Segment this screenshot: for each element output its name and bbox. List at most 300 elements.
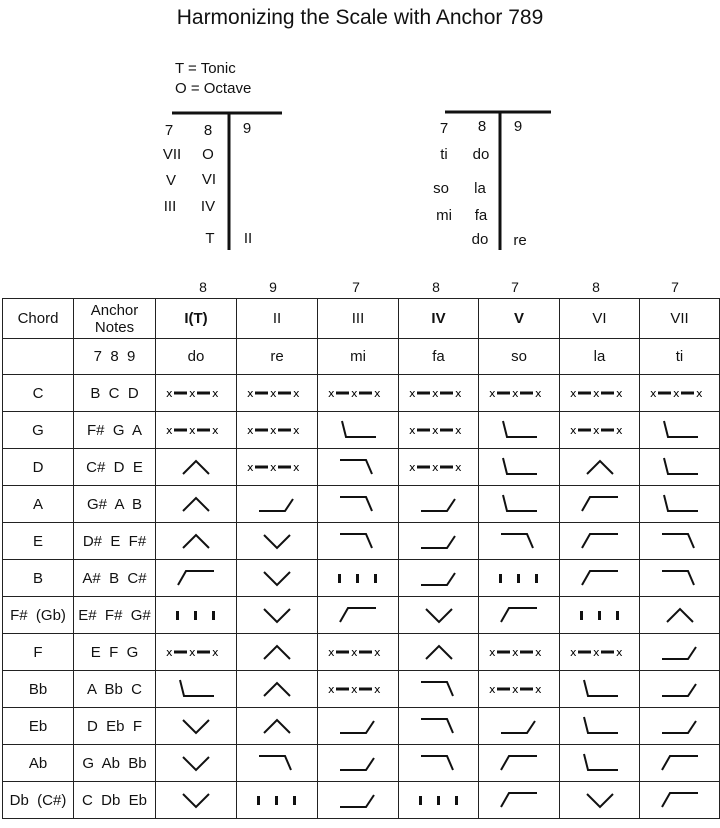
mark-cell: [318, 634, 399, 671]
degree-header: VI: [560, 299, 640, 339]
drop-line-icon: [560, 678, 639, 700]
svg-text:x: x: [535, 646, 542, 659]
mark-cell: [560, 634, 640, 671]
rise-line-icon: [479, 752, 559, 774]
drop-line-icon: [560, 752, 639, 774]
x-dash-icon: [560, 386, 639, 400]
svg-text:x: x: [166, 387, 173, 400]
left-header-9: 9: [242, 120, 252, 137]
peak-icon: [399, 641, 478, 663]
mark-cell: [237, 745, 318, 782]
svg-text:x: x: [695, 387, 703, 400]
svg-text:x: x: [615, 424, 623, 437]
x-dash-icon: [640, 386, 719, 400]
svg-text:x: x: [454, 424, 462, 437]
rise-line-icon: [479, 604, 559, 626]
table-row: [3, 449, 720, 486]
mark-cell: [479, 782, 560, 819]
svg-text:x: x: [212, 646, 219, 659]
step-up-icon: [640, 678, 719, 700]
chord-cell: C: [3, 375, 74, 412]
solfege-header: mi: [318, 339, 399, 375]
mark-cell: [237, 634, 318, 671]
mark-cell: [318, 375, 399, 412]
step-up-icon: [640, 715, 719, 737]
svg-text:x: x: [615, 646, 623, 659]
left-cell: VII: [162, 146, 182, 163]
svg-text:x: x: [166, 646, 173, 659]
svg-text:x: x: [293, 461, 300, 474]
mark-cell: [399, 486, 479, 523]
mark-cell: [399, 449, 479, 486]
mark-cell: [560, 523, 640, 560]
table-row: [3, 523, 720, 560]
anchor-number: 8: [592, 279, 600, 295]
mark-cell: [399, 634, 479, 671]
anchor-notes-cell: F# G A: [74, 412, 156, 449]
mark-cell: [156, 597, 237, 634]
anchor-number: 8: [432, 279, 440, 295]
step-down-icon: [479, 530, 559, 552]
svg-text:x: x: [189, 646, 196, 659]
table-row: [3, 671, 720, 708]
mark-cell: [237, 560, 318, 597]
svg-text:x: x: [270, 424, 277, 437]
svg-text:x: x: [672, 387, 680, 400]
x-dash-icon: [399, 423, 478, 437]
svg-text:x: x: [408, 461, 416, 474]
mark-cell: [560, 782, 640, 819]
solfege-header-row: [3, 339, 720, 375]
table-row: [3, 375, 720, 412]
svg-text:x: x: [592, 387, 600, 400]
x-dash-icon: [237, 460, 317, 474]
legend-octave: O = Octave: [175, 80, 252, 97]
valley-icon: [237, 604, 317, 626]
step-up-icon: [318, 789, 398, 811]
peak-icon: [237, 678, 317, 700]
step-down-icon: [640, 530, 719, 552]
step-down-icon: [318, 493, 398, 515]
solfege-header: ti: [640, 339, 720, 375]
right-header-8: 8: [477, 118, 487, 135]
x-dash-icon: [156, 386, 236, 400]
table-row: [3, 634, 720, 671]
svg-text:x: x: [247, 387, 254, 400]
left-cell: II: [243, 230, 253, 247]
mark-cell: [399, 523, 479, 560]
mark-cell: [156, 449, 237, 486]
left-header-7: 7: [164, 122, 174, 139]
rise-line-icon: [479, 789, 559, 811]
left-header-8: 8: [203, 122, 213, 139]
left-t-chart-lines: [0, 0, 720, 260]
mark-cell: [479, 560, 560, 597]
mark-cell: [318, 782, 399, 819]
mark-cell: [560, 412, 640, 449]
mark-cell: [640, 375, 720, 412]
degree-header-row: [3, 299, 720, 339]
peak-icon: [640, 604, 719, 626]
step-up-icon: [399, 530, 478, 552]
chord-rows: [3, 375, 720, 819]
svg-text:x: x: [431, 461, 439, 474]
anchor-notes-cell: E# F# G#: [74, 597, 156, 634]
degree-header: IV: [399, 299, 479, 339]
left-cell: O: [202, 146, 214, 163]
mark-cell: [560, 708, 640, 745]
solfege-header: la: [560, 339, 640, 375]
right-cell: re: [513, 232, 527, 249]
svg-text:x: x: [512, 387, 519, 400]
svg-text:x: x: [293, 387, 300, 400]
mark-cell: [479, 708, 560, 745]
table-row: [3, 708, 720, 745]
rise-line-icon: [156, 567, 236, 589]
mark-cell: [640, 671, 720, 708]
mark-cell: [640, 449, 720, 486]
mark-cell: [560, 449, 640, 486]
mark-cell: [399, 560, 479, 597]
step-down-icon: [399, 715, 478, 737]
mark-cell: [237, 412, 318, 449]
svg-text:x: x: [212, 424, 219, 437]
chord-cell: A: [3, 486, 74, 523]
mark-cell: [156, 745, 237, 782]
mark-cell: [156, 523, 237, 560]
mark-cell: [640, 782, 720, 819]
mark-cell: [399, 708, 479, 745]
step-up-icon: [318, 715, 398, 737]
mark-cell: [560, 375, 640, 412]
svg-text:x: x: [649, 387, 657, 400]
valley-icon: [560, 789, 639, 811]
peak-icon: [156, 530, 236, 552]
drop-line-icon: [640, 493, 719, 515]
left-cell: IV: [200, 198, 216, 215]
anchor-notes-cell: A# B C#: [74, 560, 156, 597]
chord-cell: D: [3, 449, 74, 486]
mark-cell: [640, 745, 720, 782]
right-header-7: 7: [439, 120, 449, 137]
chord-cell: Bb: [3, 671, 74, 708]
anchor-number: 7: [671, 279, 679, 295]
mark-cell: [318, 523, 399, 560]
mark-cell: [237, 375, 318, 412]
svg-text:x: x: [535, 387, 542, 400]
peak-icon: [560, 456, 639, 478]
step-up-icon: [640, 641, 719, 663]
svg-text:x: x: [374, 683, 381, 696]
mark-cell: [318, 671, 399, 708]
valley-icon: [156, 752, 236, 774]
mark-cell: [156, 671, 237, 708]
chord-header: Chord: [3, 299, 74, 339]
step-down-icon: [318, 530, 398, 552]
mark-cell: [560, 745, 640, 782]
mark-cell: [237, 597, 318, 634]
mark-cell: [560, 597, 640, 634]
mark-cell: [640, 634, 720, 671]
right-cell: la: [474, 180, 486, 197]
table-row: [3, 412, 720, 449]
step-up-icon: [399, 493, 478, 515]
peak-icon: [237, 715, 317, 737]
mark-cell: [560, 671, 640, 708]
svg-text:x: x: [328, 387, 335, 400]
mark-cell: [156, 782, 237, 819]
mark-cell: [640, 597, 720, 634]
solfege-header: fa: [399, 339, 479, 375]
svg-text:x: x: [592, 646, 600, 659]
svg-text:x: x: [408, 387, 416, 400]
empty-cell: [3, 339, 74, 375]
svg-text:x: x: [351, 646, 358, 659]
anchor-notes-cell: D# E F#: [74, 523, 156, 560]
x-dash-icon: [560, 423, 639, 437]
drop-line-icon: [640, 456, 719, 478]
legend-tonic: T = Tonic: [175, 60, 236, 77]
svg-text:x: x: [454, 387, 462, 400]
mark-cell: [479, 449, 560, 486]
svg-text:x: x: [166, 424, 173, 437]
degree-header: I(T): [156, 299, 237, 339]
solfege-header: re: [237, 339, 318, 375]
anchor-notes-cell: E F G: [74, 634, 156, 671]
anchor-notes-cell: C Db Eb: [74, 782, 156, 819]
rise-line-icon: [560, 567, 639, 589]
mark-cell: [156, 708, 237, 745]
mark-cell: [399, 375, 479, 412]
mark-cell: [237, 782, 318, 819]
right-cell: ti: [440, 146, 448, 163]
x-dash-icon: [237, 423, 317, 437]
drop-line-icon: [640, 419, 719, 441]
degree-header: III: [318, 299, 399, 339]
degree-header: VII: [640, 299, 720, 339]
svg-text:x: x: [189, 424, 196, 437]
svg-text:x: x: [408, 424, 416, 437]
right-cell: do: [471, 231, 489, 248]
x-dash-icon: [156, 645, 236, 659]
mark-cell: [640, 412, 720, 449]
drop-line-icon: [479, 419, 559, 441]
mark-cell: [399, 597, 479, 634]
drop-line-icon: [560, 715, 639, 737]
mark-cell: [479, 486, 560, 523]
table-row: [3, 597, 720, 634]
peak-icon: [156, 456, 236, 478]
mark-cell: [479, 745, 560, 782]
dots-icon: [237, 793, 317, 807]
left-cell: T: [205, 230, 215, 247]
right-cell: fa: [474, 207, 488, 224]
step-up-icon: [479, 715, 559, 737]
mark-cell: [560, 560, 640, 597]
svg-text:x: x: [328, 646, 335, 659]
mark-cell: [318, 560, 399, 597]
mark-cell: [237, 449, 318, 486]
svg-text:x: x: [569, 387, 577, 400]
mark-cell: [640, 708, 720, 745]
left-cell: III: [163, 198, 177, 215]
valley-icon: [156, 789, 236, 811]
svg-text:x: x: [247, 424, 254, 437]
rise-line-icon: [560, 530, 639, 552]
mark-cell: [399, 671, 479, 708]
mark-cell: [237, 708, 318, 745]
svg-text:x: x: [535, 683, 542, 696]
valley-icon: [237, 530, 317, 552]
svg-text:x: x: [374, 387, 381, 400]
mark-cell: [237, 486, 318, 523]
anchor-notes-header: Anchor Notes: [74, 299, 156, 339]
right-cell: mi: [436, 207, 452, 224]
drop-line-icon: [479, 493, 559, 515]
svg-text:x: x: [431, 387, 439, 400]
x-dash-icon: [399, 386, 478, 400]
mark-cell: [156, 560, 237, 597]
x-dash-icon: [156, 423, 236, 437]
svg-text:x: x: [489, 683, 496, 696]
x-dash-icon: [560, 645, 639, 659]
degree-header: II: [237, 299, 318, 339]
dots-icon: [479, 571, 559, 585]
x-dash-icon: [479, 682, 559, 696]
step-down-icon: [399, 752, 478, 774]
rise-line-icon: [318, 604, 398, 626]
drop-line-icon: [318, 419, 398, 441]
mark-cell: [318, 412, 399, 449]
mark-cell: [640, 560, 720, 597]
anchor-number: 7: [511, 279, 519, 295]
svg-text:x: x: [212, 387, 219, 400]
x-dash-icon: [318, 645, 398, 659]
chord-cell: F# (Gb): [3, 597, 74, 634]
mark-cell: [156, 634, 237, 671]
x-dash-icon: [237, 386, 317, 400]
mark-cell: [318, 486, 399, 523]
table-row: [3, 782, 720, 819]
anchor-number: 9: [269, 279, 277, 295]
step-up-icon: [318, 752, 398, 774]
anchor-notes-cell: D Eb F: [74, 708, 156, 745]
degree-header: V: [479, 299, 560, 339]
dots-icon: [560, 608, 639, 622]
mark-cell: [399, 782, 479, 819]
svg-text:x: x: [374, 646, 381, 659]
chord-cell: F: [3, 634, 74, 671]
mark-cell: [318, 745, 399, 782]
mark-cell: [237, 523, 318, 560]
svg-text:x: x: [569, 646, 577, 659]
anchor-digits: 7 8 9: [74, 339, 156, 375]
anchor-number: 7: [352, 279, 360, 295]
harmony-table: [2, 298, 720, 819]
mark-cell: [399, 745, 479, 782]
rise-line-icon: [640, 789, 719, 811]
right-header-9: 9: [513, 118, 523, 135]
rise-line-icon: [560, 493, 639, 515]
mark-cell: [640, 523, 720, 560]
drop-line-icon: [156, 678, 236, 700]
svg-text:x: x: [489, 646, 496, 659]
mark-cell: [560, 486, 640, 523]
svg-text:x: x: [512, 646, 519, 659]
valley-icon: [237, 567, 317, 589]
mark-cell: [479, 597, 560, 634]
svg-text:x: x: [351, 683, 358, 696]
step-down-icon: [640, 567, 719, 589]
solfege-header: so: [479, 339, 560, 375]
svg-text:x: x: [454, 461, 462, 474]
mark-cell: [479, 634, 560, 671]
anchor-number: 8: [199, 279, 207, 295]
chord-cell: E: [3, 523, 74, 560]
x-dash-icon: [479, 645, 559, 659]
svg-text:x: x: [512, 683, 519, 696]
peak-icon: [237, 641, 317, 663]
chord-cell: G: [3, 412, 74, 449]
left-cell: V: [165, 172, 176, 189]
svg-text:x: x: [431, 424, 439, 437]
table-row: [3, 560, 720, 597]
mark-cell: [318, 597, 399, 634]
mark-cell: [479, 375, 560, 412]
dots-icon: [399, 793, 478, 807]
mark-cell: [479, 412, 560, 449]
mark-cell: [156, 486, 237, 523]
peak-icon: [156, 493, 236, 515]
svg-text:x: x: [270, 461, 277, 474]
x-dash-icon: [399, 460, 478, 474]
x-dash-icon: [479, 386, 559, 400]
mark-cell: [640, 486, 720, 523]
anchor-notes-cell: A Bb C: [74, 671, 156, 708]
right-cell: so: [433, 180, 449, 197]
solfege-header: do: [156, 339, 237, 375]
step-down-icon: [318, 456, 398, 478]
svg-text:x: x: [270, 387, 277, 400]
svg-text:x: x: [592, 424, 600, 437]
chord-cell: Db (C#): [3, 782, 74, 819]
anchor-notes-cell: C# D E: [74, 449, 156, 486]
page-title: Harmonizing the Scale with Anchor 789: [176, 6, 544, 29]
mark-cell: [156, 375, 237, 412]
mark-cell: [399, 412, 479, 449]
svg-text:x: x: [569, 424, 577, 437]
x-dash-icon: [318, 682, 398, 696]
mark-cell: [479, 523, 560, 560]
svg-text:x: x: [247, 461, 254, 474]
svg-text:x: x: [293, 424, 300, 437]
right-cell: do: [472, 146, 490, 163]
mark-cell: [156, 412, 237, 449]
step-down-icon: [399, 678, 478, 700]
chord-cell: B: [3, 560, 74, 597]
x-dash-icon: [318, 386, 398, 400]
anchor-notes-cell: B C D: [74, 375, 156, 412]
mark-cell: [237, 671, 318, 708]
svg-text:x: x: [328, 683, 335, 696]
left-cell: VI: [201, 171, 217, 188]
svg-text:x: x: [489, 387, 496, 400]
anchor-notes-cell: G# A B: [74, 486, 156, 523]
svg-text:x: x: [615, 387, 623, 400]
mark-cell: [318, 449, 399, 486]
step-up-icon: [237, 493, 317, 515]
dots-icon: [156, 608, 236, 622]
